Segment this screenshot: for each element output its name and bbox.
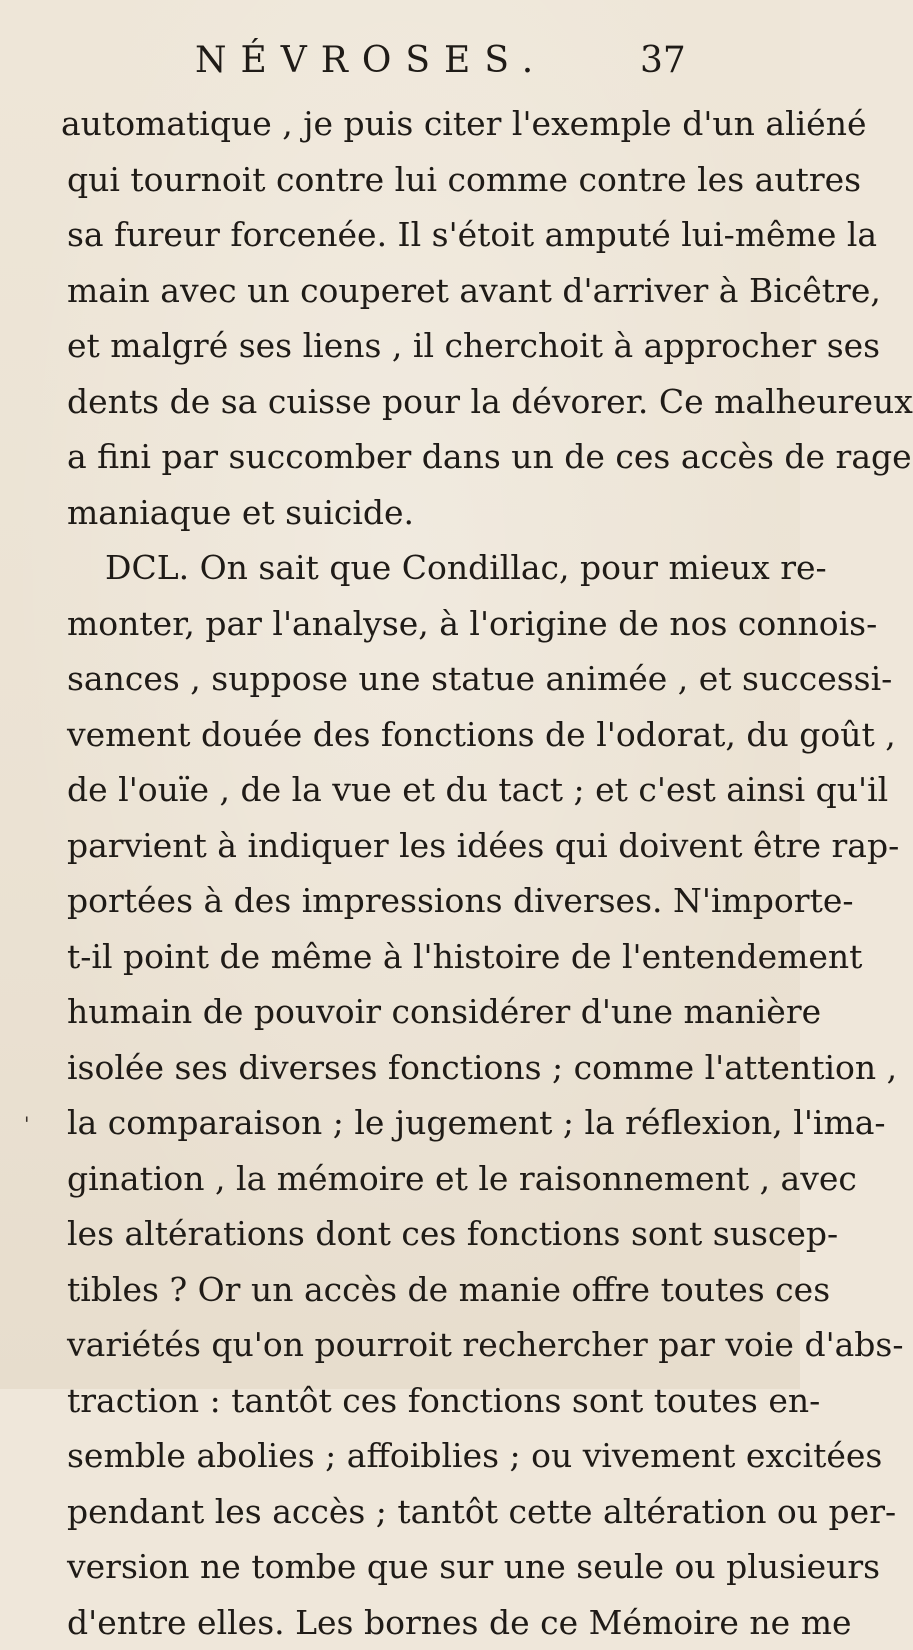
text-line: automatique , je puis citer l'exemple d'un aliéné xyxy=(55,96,785,152)
margin-mark: ' xyxy=(24,1112,30,1136)
text-line: vement douée des fonctions de l'odorat, du goût , xyxy=(55,707,785,763)
running-head xyxy=(0,40,800,90)
text-line: maniaque et suicide. xyxy=(55,485,785,541)
text-line: dents de sa cuisse pour la dévorer. Ce malheureux xyxy=(55,374,785,430)
text-line: portées à des impressions diverses. N'importe- xyxy=(55,873,785,929)
text-line: gination , la mémoire et le raisonnement , avec xyxy=(55,1151,785,1207)
text-line: pendant les accès ; tantôt cette altération ou per- xyxy=(55,1484,785,1540)
text-line: la comparaison ; le jugement ; la réflexion, l'ima- xyxy=(55,1095,785,1151)
paragraph-start-line: DCL. On sait que Condillac, pour mieux re- xyxy=(55,540,785,596)
text-line: semble abolies ; affoiblies ; ou vivement excitées xyxy=(55,1428,785,1484)
running-title: NÉVROSES. xyxy=(195,40,547,81)
text-line: main avec un couperet avant d'arriver à Bicêtre, xyxy=(55,263,785,319)
text-line: isolée ses diverses fonctions ; comme l'attention , xyxy=(55,1040,785,1096)
text-line: les altérations dont ces fonctions sont suscep- xyxy=(55,1206,785,1262)
text-line: monter, par l'analyse, à l'origine de nos connois- xyxy=(55,596,785,652)
text-line: tibles ? Or un accès de manie offre toutes ces xyxy=(55,1262,785,1318)
text-line: sances , suppose une statue animée , et successi- xyxy=(55,651,785,707)
page-number: 37 xyxy=(640,40,686,81)
text-line: parvient à indiquer les idées qui doivent être rap- xyxy=(55,818,785,874)
text-line: a fini par succomber dans un de ces accès de rage xyxy=(55,429,785,485)
body-text xyxy=(55,96,785,1650)
text-line: variétés qu'on pourroit rechercher par voie d'abs- xyxy=(55,1317,785,1373)
text-line: de l'ouïe , de la vue et du tact ; et c'est ainsi qu'il xyxy=(55,762,785,818)
text-line: d'entre elles. Les bornes de ce Mémoire ne me xyxy=(55,1595,785,1650)
text-line: humain de pouvoir considérer d'une manière xyxy=(55,984,785,1040)
text-line: sa fureur forcenée. Il s'étoit amputé lui-même la xyxy=(55,207,785,263)
text-line: t-il point de même à l'histoire de l'entendement xyxy=(55,929,785,985)
text-line: version ne tombe que sur une seule ou plusieurs xyxy=(55,1539,785,1595)
text-line: qui tournoit contre lui comme contre les autres xyxy=(55,152,785,208)
text-line: et malgré ses liens , il cherchoit à approcher ses xyxy=(55,318,785,374)
text-line: traction : tantôt ces fonctions sont toutes en- xyxy=(55,1373,785,1429)
